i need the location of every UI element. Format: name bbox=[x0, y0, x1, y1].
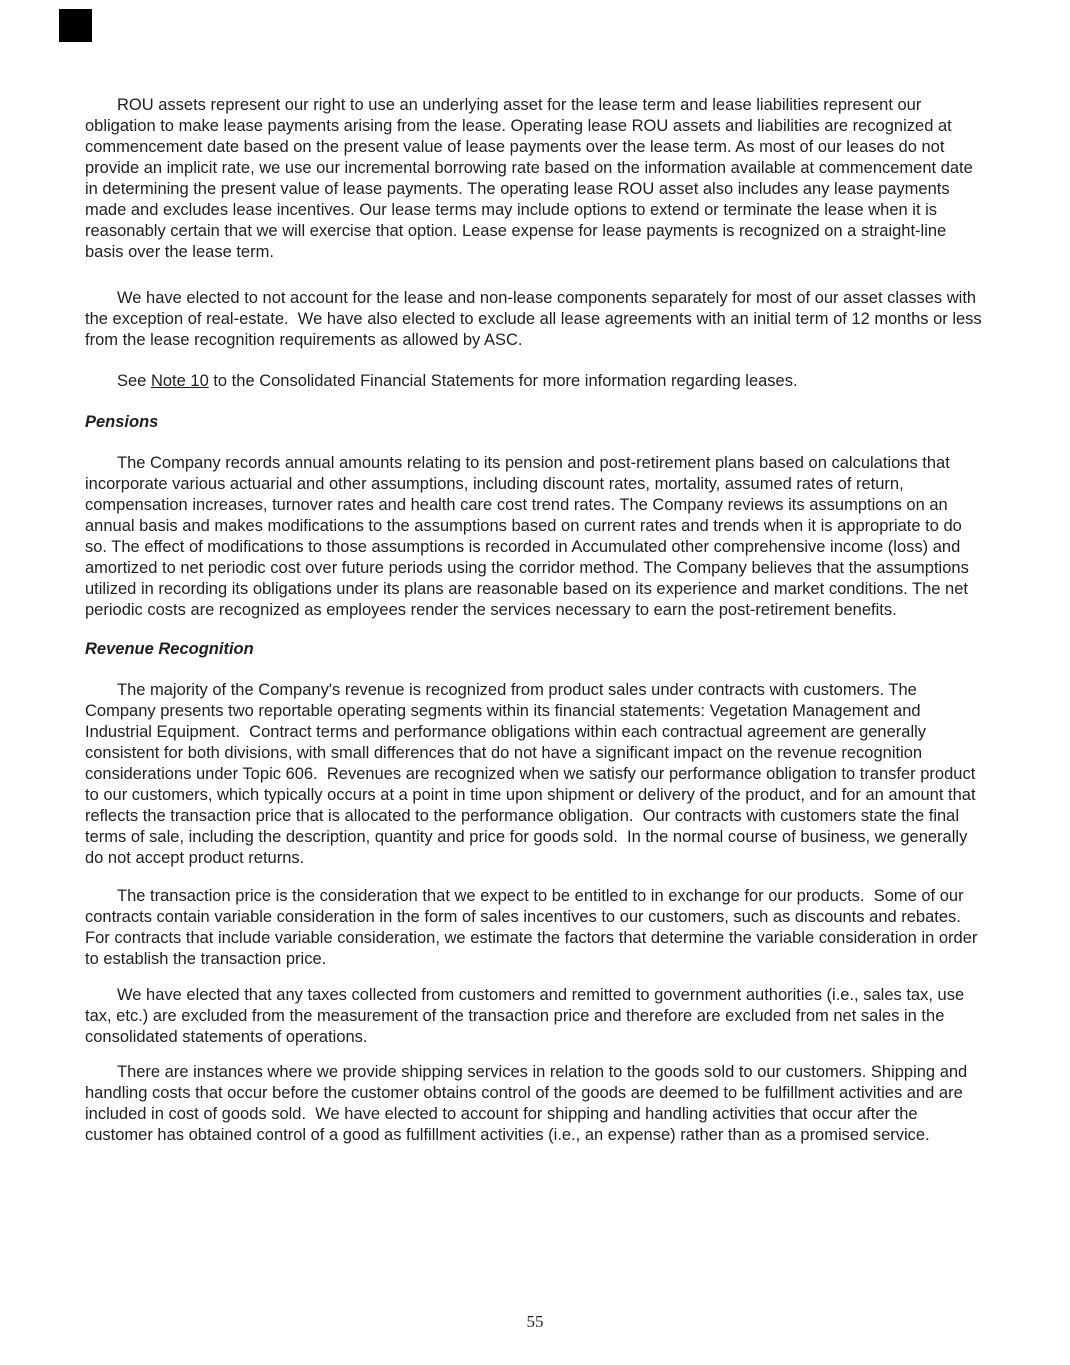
heading-revenue-recognition: Revenue Recognition bbox=[85, 640, 254, 658]
paragraph-see-note-reference bbox=[85, 371, 985, 392]
see-note-prefix: See bbox=[117, 372, 151, 390]
page-number: 55 bbox=[526, 1312, 544, 1331]
heading-pensions: Pensions bbox=[85, 413, 159, 431]
see-note-suffix: to the Consolidated Financial Statements for more information regarding leases. bbox=[208, 372, 798, 390]
paragraph-rou-assets: ROU assets represent our right to use an underlying asset for the lease term and lease liabilities represent our obligation to make lease payments arising from the lease. Operating lease ROU assets and liabilities are recognized at commencement date based on the present value of lease payments over the lease term. As most of our leases do not provide an implicit rate, we use our incremental borrowing rate based on the information available at commencement date in determining the present value of lease payments. The operating lease ROU asset also includes any lease payments made and excludes lease incentives. Our lease terms may include options to extend or terminate the lease when it is reasonably certain that we will exercise that option. Lease expense for lease payments is recognized on a straight-line basis over the lease term. bbox=[85, 96, 978, 261]
page-footer bbox=[0, 1312, 1070, 1332]
paragraph-pensions-body: The Company records annual amounts relating to its pension and post-retirement plans based on calculations that incorporate various actuarial and other assumptions, including discount rates, mortality, assumed rates of return, compensation increases, turnover rates and health care cost trend rates. The Company reviews its assumptions on an annual basis and makes modifications to the assumptions based on current rates and trends when it is appropriate to do so. The effect of modifications to those assumptions is recorded in Accumulated other comprehensive income (loss) and amortized to net periodic cost over future periods using the corridor method. The Company believes that the assumptions utilized in recording its obligations under its plans are reasonable based on its experience and market conditions. The net periodic costs are recognized as employees render the services necessary to earn the post-retirement benefits. bbox=[85, 454, 974, 619]
paragraph-lease-elections: We have elected to not account for the lease and non-lease components separately for most of our asset classes with the exception of real-estate. We have also elected to exclude all lease agreements with an initial term of 12 months or less from the lease recognition requirements as allowed by ASC. bbox=[85, 289, 987, 349]
note-10-link[interactable]: Note 10 bbox=[150, 372, 209, 390]
paragraph-transaction-price: The transaction price is the consideration that we expect to be entitled to in exchange for our products. Some of our contracts contain variable consideration in the form of sales incentives to our customers, such as discounts and rebates. For contracts that include variable consideration, we estimate the factors that determine the variable consideration in order to establish the transaction price. bbox=[85, 887, 982, 968]
paragraph-shipping-services: There are instances where we provide shipping services in relation to the goods sold to our customers. Shipping and handling costs that occur before the customer obtains control of the goods are deemed to be fulfillment activities and are included in cost of goods sold. We have elected to account for shipping and handling activities that occur after the customer has obtained control of a good as fulfillment activities (i.e., an expense) rather than as a promised service. bbox=[85, 1063, 972, 1144]
paragraph-revenue-majority: The majority of the Company's revenue is recognized from product sales under contracts with customers. The Company presents two reportable operating segments within its financial statements: Vegetation Management and Industrial Equipment. Contract terms and performance obligations within each contractual agreement are generally consistent for both divisions, with small differences that do not have a significant impact on the revenue recognition considerations under Topic 606. Revenues are recognized when we satisfy our performance obligation to transfer product to our customers, which typically occurs at a point in time upon shipment or delivery of the product, and for an amount that reflects the transaction price that is allocated to the performance obligation. Our contracts with customers state the final terms of sale, including the description, quantity and price for goods sold. In the normal course of business, we generally do not accept product returns. bbox=[85, 681, 981, 867]
page-content bbox=[85, 0, 985, 1146]
paragraph-taxes-collected: We have elected that any taxes collected from customers and remitted to government authorities (i.e., sales tax, use tax, etc.) are excluded from the measurement of the transaction price and therefore are excluded from net sales in the consolidated statements of operations. bbox=[85, 986, 969, 1046]
